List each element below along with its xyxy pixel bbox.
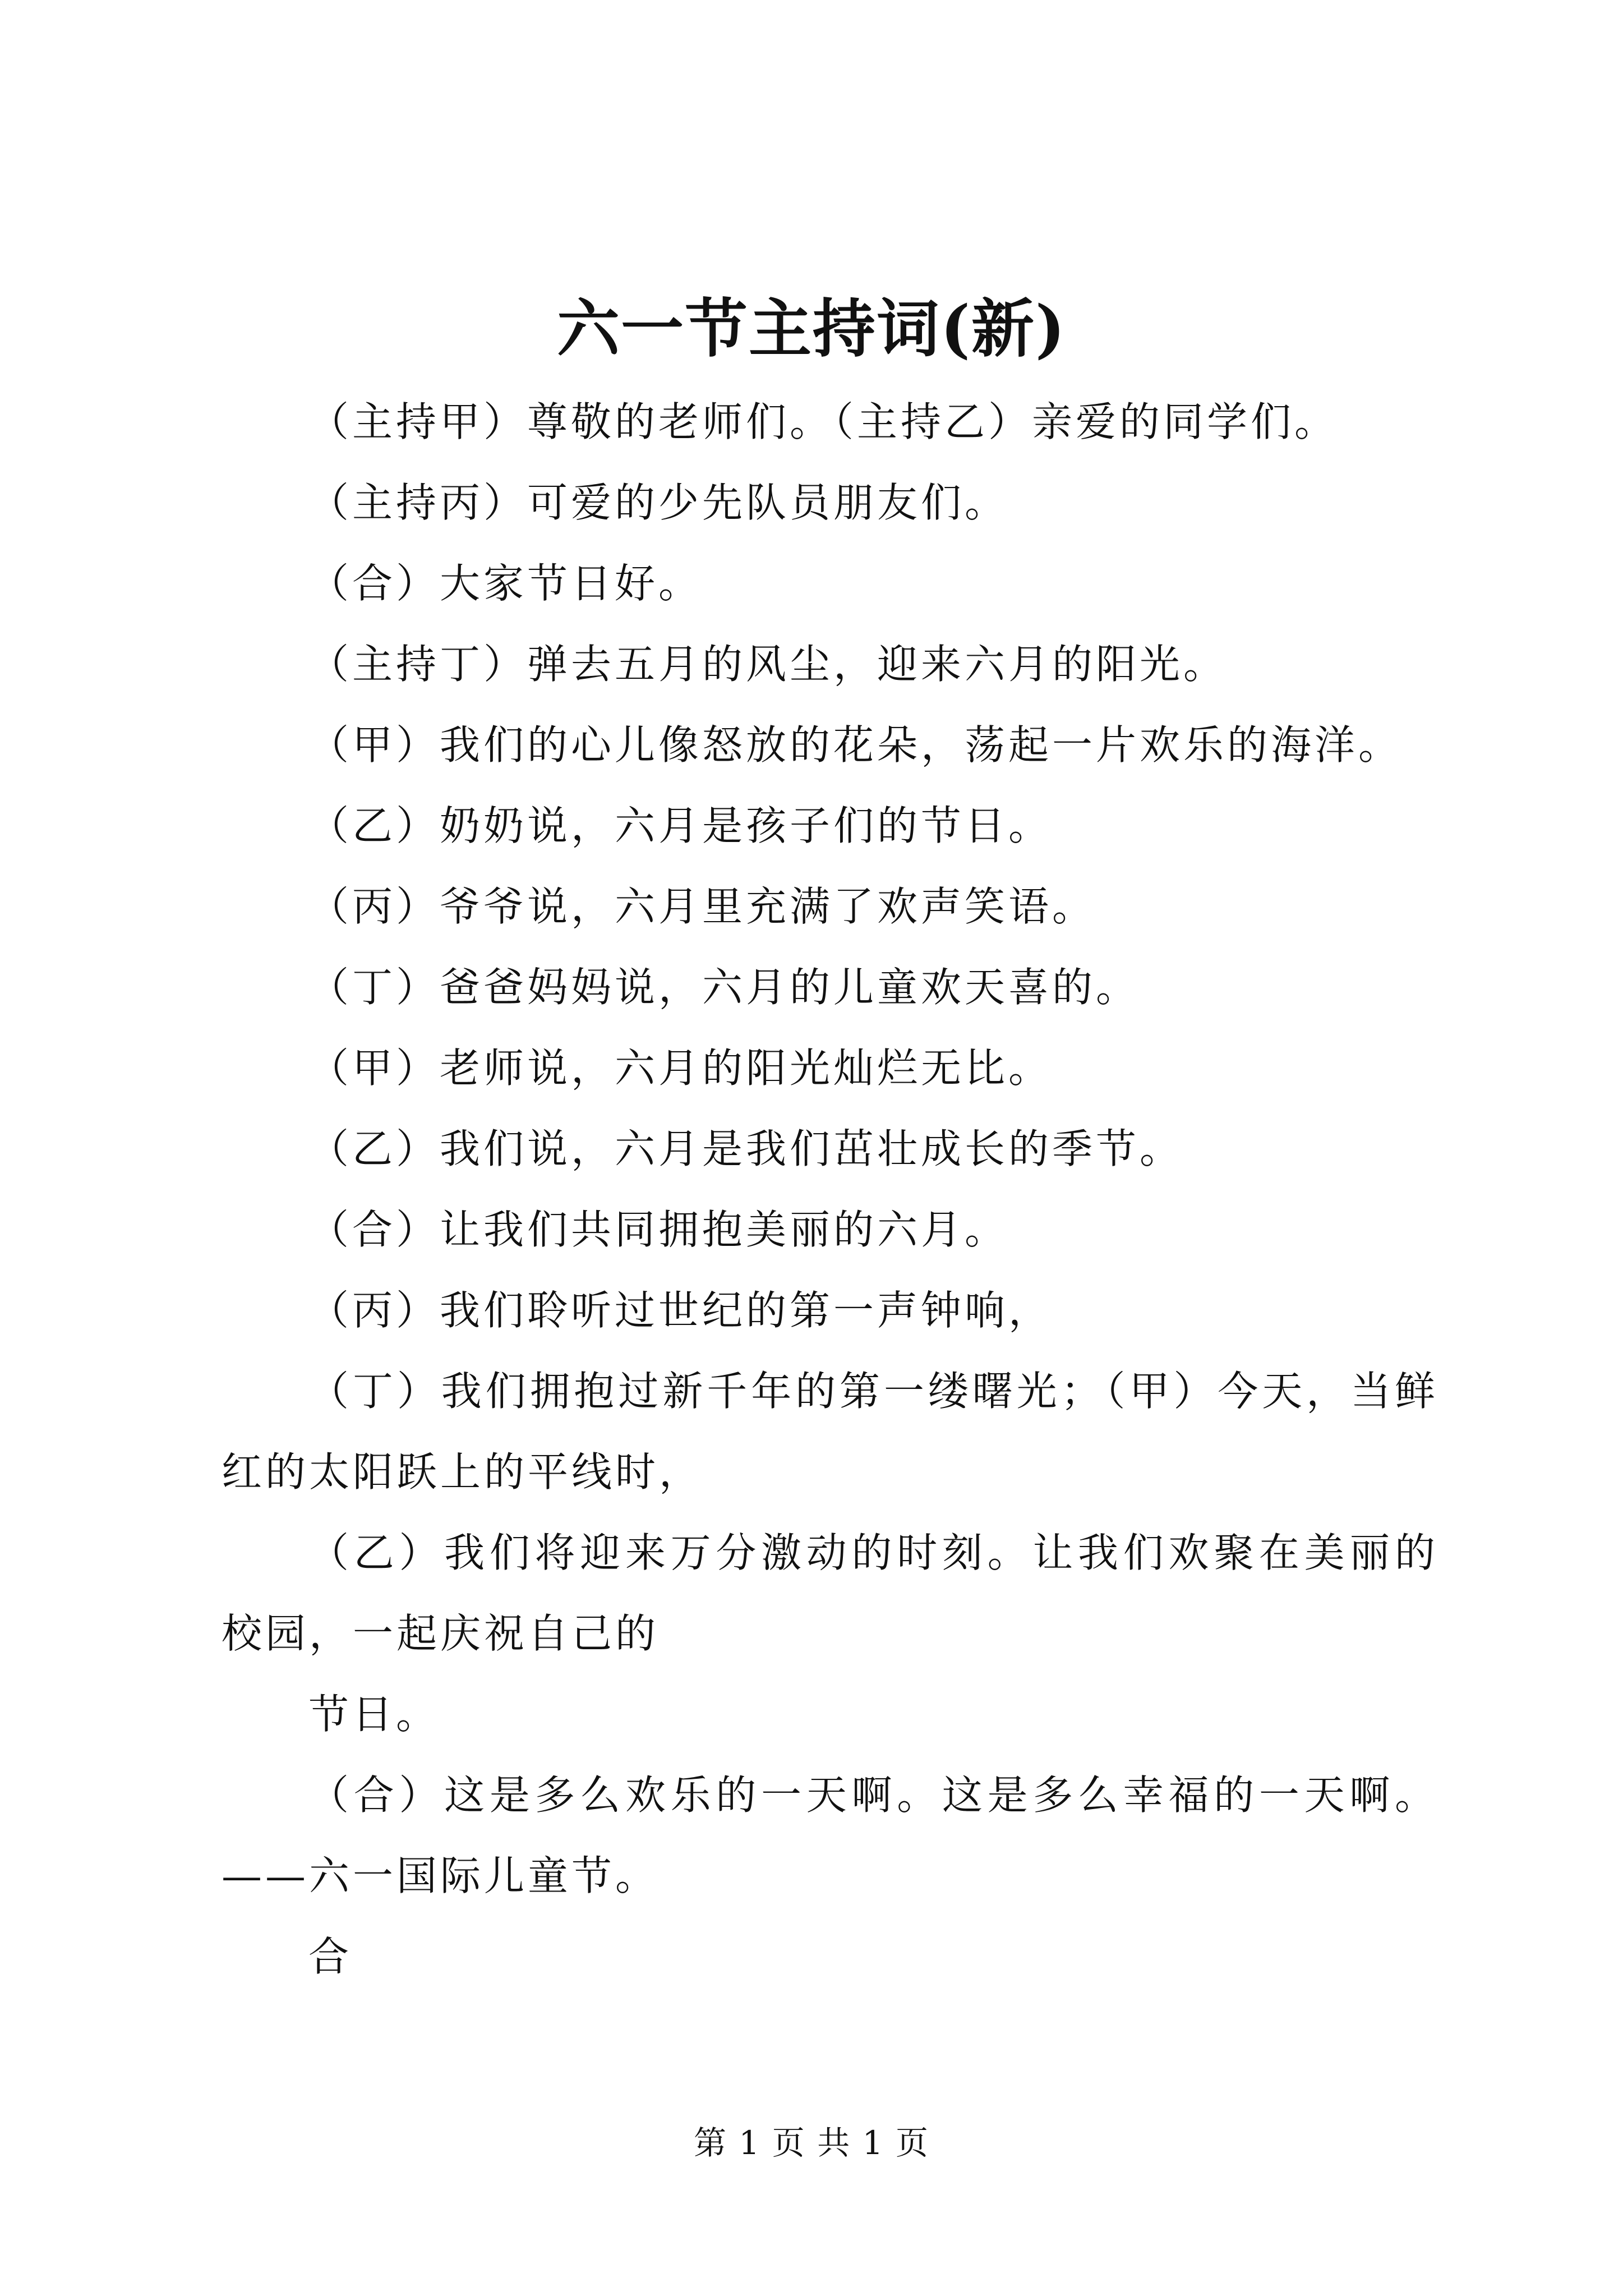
paragraph: （合）让我们共同拥抱美丽的六月。: [308, 1206, 1009, 1253]
paragraph: （主持丙）可爱的少先队员朋友们。: [308, 479, 1009, 526]
paragraph: （丙）我们聆听过世纪的第一声钟响，: [308, 1287, 1053, 1334]
paragraph: 合: [308, 1933, 353, 1980]
paragraph: （乙）我们将迎来万分激动的时刻。让我们欢聚在美丽的校园，一起庆祝自己的: [222, 1529, 1438, 1657]
paragraph: （乙）我们说，六月是我们茁壮成长的季节。: [308, 1125, 1184, 1172]
paragraph: （合）这是多么欢乐的一天啊。这是多么幸福的一天啊。——六一国际儿童节。: [222, 1772, 1438, 1899]
paragraph: （丁）爸爸妈妈说，六月的儿童欢天喜的。: [308, 964, 1140, 1011]
paragraph: （乙）奶奶说，六月是孩子们的节日。: [308, 802, 1053, 849]
document-title: 六一节主持词(新): [557, 292, 1066, 366]
paragraph: （合）大家节日好。: [308, 560, 703, 607]
paragraph: （甲）我们的心儿像怒放的花朵，荡起一片欢乐的海洋。: [308, 721, 1403, 769]
paragraph: （主持丁）弹去五月的风尘，迎来六月的阳光。: [308, 641, 1228, 688]
document-body: [222, 381, 1438, 1997]
paragraph: 节日。: [308, 1691, 440, 1738]
paragraph: （丁）我们拥抱过新千年的第一缕曙光；（甲）今天，当鲜红的太阳跃上的平线时，: [222, 1368, 1438, 1496]
paragraph: （丙）爷爷说，六月里充满了欢声笑语。: [308, 883, 1096, 930]
page-footer: 第 1 页 共 1 页: [694, 2124, 929, 2162]
paragraph: （甲）老师说，六月的阳光灿烂无比。: [308, 1045, 1053, 1092]
paragraph: （主持甲）尊敬的老师们。（主持乙）亲爱的同学们。: [308, 398, 1339, 445]
